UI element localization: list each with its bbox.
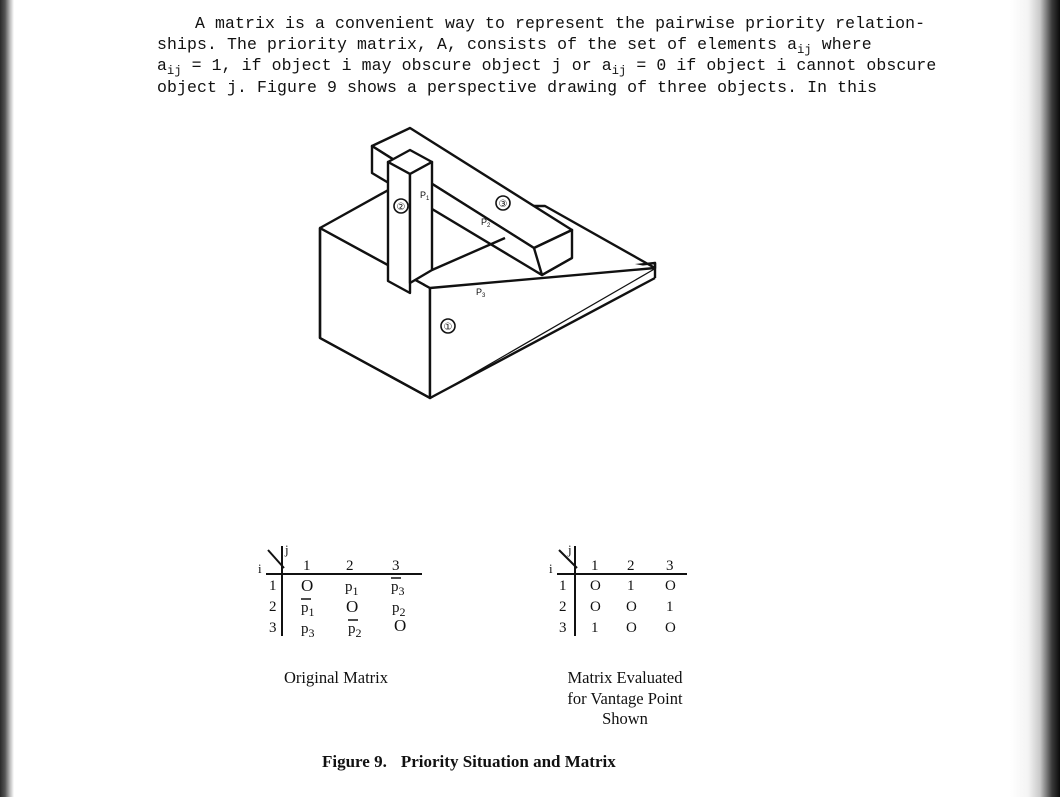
- matrix-cell: O: [665, 620, 676, 636]
- matrix-cell: O: [394, 616, 407, 635]
- matrix-cell: O: [665, 578, 676, 594]
- subscript-ij: ij: [611, 64, 627, 78]
- evaluated-matrix: [535, 540, 705, 650]
- col-header-2: 2: [346, 558, 354, 574]
- plane-p1-label: $P_1$: [420, 190, 430, 202]
- figure-number: Figure 9.: [322, 752, 387, 771]
- caption-line: for Vantage Point: [567, 688, 683, 708]
- row-header-3: 3: [269, 620, 277, 636]
- row-header-1: 1: [559, 578, 567, 594]
- original-matrix: [252, 540, 432, 650]
- col-header-1: 1: [591, 558, 599, 574]
- subscript-ij: ij: [797, 42, 812, 57]
- paragraph-line-1: A matrix is a convenient way to represent the pairwise priority relation-: [195, 14, 926, 33]
- paragraph-line-4: object j. Figure 9 shows a perspective drawing of three objects. In this: [157, 77, 878, 97]
- col-header-3: 3: [392, 558, 400, 574]
- evaluated-matrix-caption: [540, 668, 710, 730]
- matrix-cell: O: [301, 576, 314, 595]
- row-header-1: 1: [269, 578, 277, 594]
- column-index-label: j: [285, 542, 289, 557]
- original-matrix-caption: Original Matrix: [283, 668, 389, 687]
- matrix-cell: O: [590, 578, 601, 594]
- caption-line: Shown: [602, 709, 648, 728]
- col-header-2: 2: [627, 558, 635, 574]
- row-header-2: 2: [559, 599, 567, 615]
- matrix-cell: O: [626, 599, 637, 615]
- column-index-label: j: [568, 542, 572, 557]
- matrix-cell: $p_3$: [391, 579, 405, 598]
- paragraph-line-3: [157, 56, 937, 78]
- matrix-cell: 1: [627, 578, 635, 594]
- paragraph-line-3c: = 0 if object i cannot obscure: [626, 56, 937, 75]
- paragraph-line-2a: ships. The priority matrix, A, consists of the set of elements a: [157, 34, 798, 54]
- matrix-cell: O: [626, 620, 637, 636]
- col-header-1: 1: [303, 558, 311, 574]
- matrix-cell: 1: [591, 620, 599, 636]
- object-1-label: ①: [443, 322, 453, 333]
- matrix-cell: $p_2$: [348, 621, 362, 640]
- matrix-cell: $p_3$: [301, 621, 315, 640]
- matrix-cell: O: [590, 599, 601, 615]
- plane-p3-label: $P_3$: [476, 287, 486, 299]
- figure-title: Priority Situation and Matrix: [400, 752, 616, 771]
- figure-caption: [322, 752, 616, 772]
- plane-p2-label: $P_2$: [481, 217, 491, 229]
- paragraph-line-2: [157, 34, 872, 57]
- object-3-label: ③: [498, 199, 508, 210]
- paragraph-line-2b: where: [811, 34, 872, 54]
- matrix-cell: $p_1$: [345, 579, 359, 598]
- col-header-3: 3: [666, 558, 674, 574]
- caption-line: Matrix Evaluated: [567, 668, 683, 687]
- body-paragraph: [157, 14, 937, 98]
- row-index-label: i: [549, 561, 553, 576]
- matrix-cell: 1: [666, 599, 674, 615]
- subscript-ij: ij: [167, 64, 182, 78]
- row-header-3: 3: [559, 620, 567, 636]
- row-header-2: 2: [269, 599, 277, 615]
- matrix-cell: O: [346, 597, 359, 616]
- perspective-drawing: [310, 118, 670, 418]
- matrix-cell: $p_2$: [392, 600, 406, 619]
- paragraph-line-3b: = 1, if object i may obscure object j or a: [181, 56, 612, 75]
- matrix-cell: $p_1$: [301, 600, 315, 619]
- page-edge-left: [0, 0, 14, 797]
- object-2-label: ②: [396, 202, 406, 213]
- paragraph-line-3a: a: [157, 56, 168, 75]
- page-edge-right: [1010, 0, 1060, 797]
- row-index-label: i: [258, 561, 262, 576]
